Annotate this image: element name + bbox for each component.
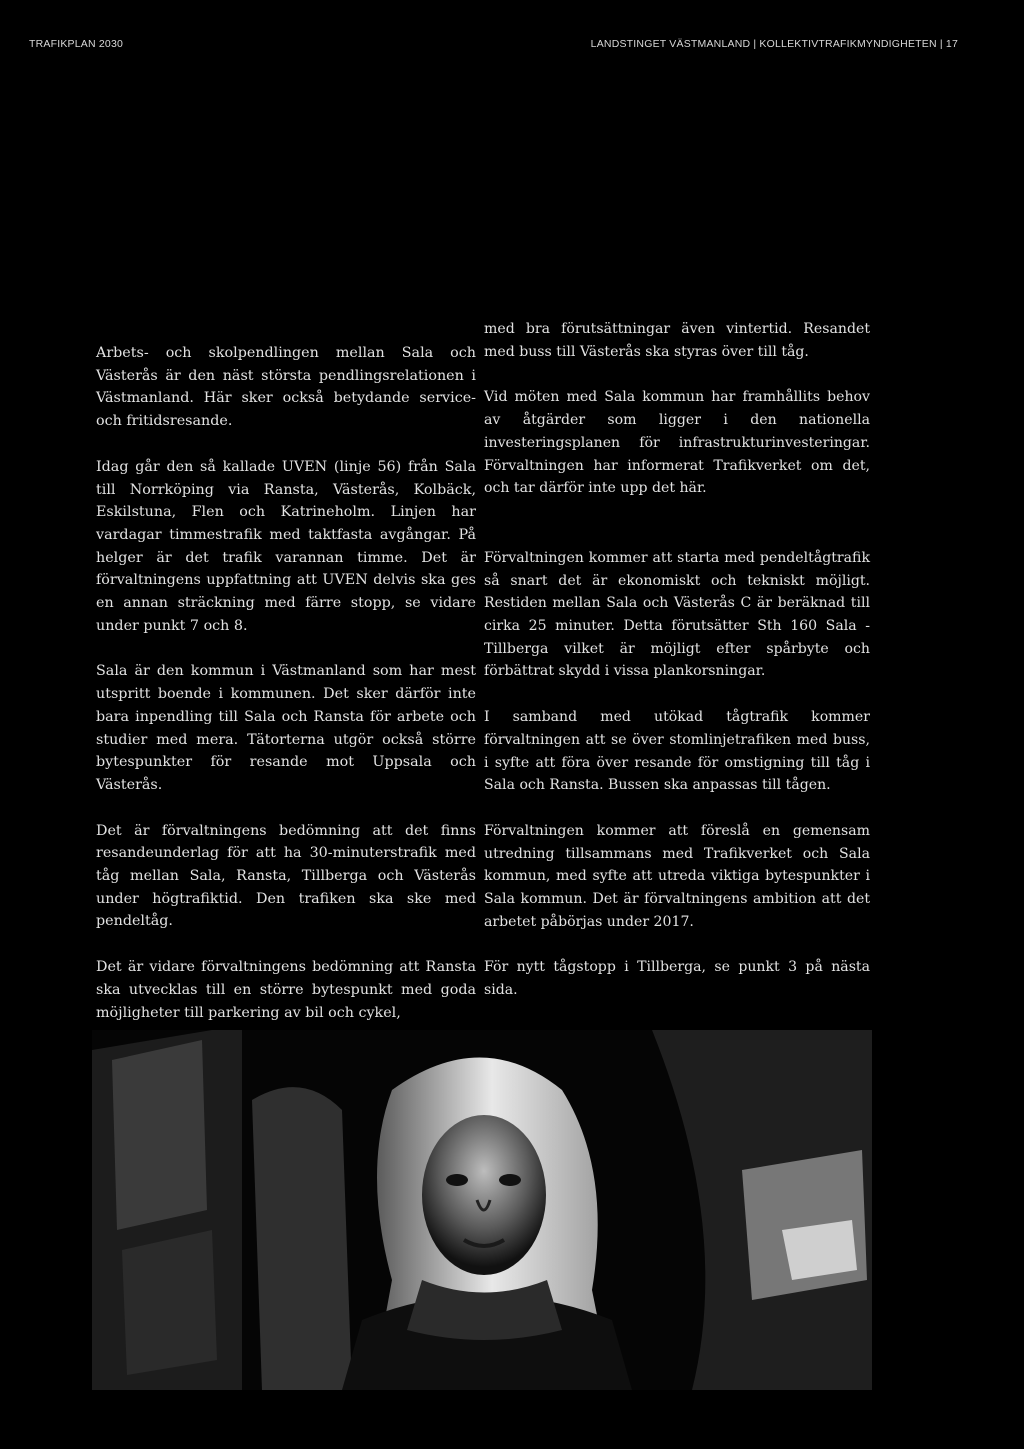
right-section-heading: [484, 523, 870, 547]
paragraph: med bra förutsättningar även vintertid. Resandet med buss till Västerås ska styras över till tåg.: [484, 321, 870, 360]
paragraph: Det är vidare förvaltningens bedömning att Ransta ska utvecklas till en större bytespunkt med goda möjligheter till parkering av bil och cykel,: [96, 959, 476, 1021]
paragraph: Idag går den så kallade UVEN (linje 56) från Sala till Norrköping via Ransta, Västerås, Kolbäck, Eskilstuna, Flen och Katrineholm. Linjen har vardagar timmestrafik med taktfasta avgångar. På helger är det trafik varannan timme. Det är förvaltningens uppfattning att UVEN delvis ska ges en annan sträckning med färre stopp, se vidare under punkt 7 och 8.: [96, 458, 476, 634]
right-text-column: [484, 318, 870, 1025]
paragraph: Förvaltningen kommer att föreslå en gemensam utredning tillsammans med Trafikverket och Sala kommun, med syfte att utreda viktiga bytespunkter i Sala kommun. Det är förvaltningens ambition att det arbetet påbörjas under 2017.: [484, 822, 870, 930]
document-title: TRAFIKPLAN 2030: [29, 38, 124, 50]
left-section-heading: [96, 318, 476, 342]
paragraph: Vid möten med Sala kommun har framhållits behov av åtgärder som ligger i den nationella investeringsplanen för infrastrukturinvesteringar. Förvaltningen har informerat Trafikverket om det, och tar därför inte upp det här.: [484, 389, 870, 497]
paragraph: Det är förvaltningens bedömning att det finns resandeunderlag för att ha 30-minuterstrafik med tåg mellan Sala, Ransta, Tillberga och Västerås under högtrafiktid. Den trafiken ska ske med pendeltåg.: [96, 822, 476, 930]
running-header: [0, 38, 1024, 52]
left-text-column: [96, 318, 476, 1047]
publisher-and-page-number: LANDSTINGET VÄSTMANLAND | KOLLEKTIVTRAFIKMYNDIGHETEN | 17: [590, 38, 958, 50]
passenger-photo: [92, 1030, 872, 1390]
paragraph: I samband med utökad tågtrafik kommer förvaltningen att se över stomlinjetrafiken med buss, i syfte att föra över resande för omstigning till tåg i Sala och Ransta. Bussen ska anpassas till tågen.: [484, 709, 870, 794]
paragraph: För nytt tågstopp i Tillberga, se punkt 3 på nästa sida.: [484, 959, 870, 999]
paragraph: Sala är den kommun i Västmanland som har mest utspritt boende i kommunen. Det sker därför inte bara inpendling till Sala och Ransta för arbete och studier med mera. Tätorterna utgör också större bytespunkter för resande mot Uppsala och Västerås.: [96, 663, 476, 793]
paragraph: Förvaltningen kommer att starta med pendeltågtrafik så snart det är ekonomiskt och tekniskt möjligt. Restiden mellan Sala och Västerås C är beräknad till cirka 25 minuter. Detta förutsätter Sth 160 Sala - Tillberga vilket är möjligt efter spårbyte och förbättrat skydd i vissa plankorsningar.: [484, 549, 870, 680]
paragraph: Arbets- och skolpendlingen mellan Sala och Västerås är den näst största pendlingsrelationen i Västmanland. Här sker också betydande service- och fritidsresande.: [96, 345, 476, 430]
